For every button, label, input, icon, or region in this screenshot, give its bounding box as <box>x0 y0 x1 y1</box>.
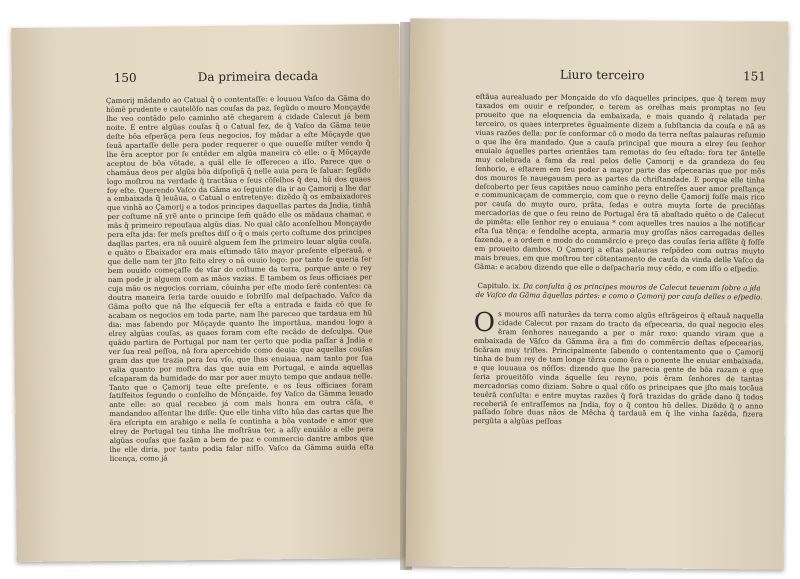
right-running-title: Liuro terceiro <box>559 67 645 83</box>
chapter-text-body: s mouros aſſi naturães da terra como algũs eſtrãgeiros q̃ eſtauã naquella cidade Calecut por razam do tracto da eſpecearia, do qual negocio eles ẽram ſenhores nauegando a per o már roxo: quando viram que a embaixada de Vãſco da Gãmma ẽra a fim do commẽrcio deſtas eſpecearias, ficãram muy triſtes. Principalmente ſabendo o contentamento que o Çamorij tinha de bum rey de tam longe tẽrra como ẽra o ponente lhe enuiar embaixada, e que louuaua os nõſſos: dizendo que lhe parecia gente de bõa razam e que ſeria proueitõſo vinda áquelle ſeu reyno, pois ẽram ſenhores de tantas mercadorias como diziam. Sobre o qual cõſo os principaes que jſto mais tocãua teuẽrã conſulta: e entre muytas razões q̃ forã trazidas do grãde dano q̃ todos receberiã ſe entraſſemos na Jndia, foy o q̃ contou hũ delles. Dizẽdo q̃ o anno paſſado ſobre duas nãos de Mẽcha q̃ tardauã em q̃ lhe vinha ſazẽda, fizera pergũta a algũas peſſoas <box>472 309 764 427</box>
left-page-number: 150 <box>113 70 137 85</box>
right-page-text-top: eſtãua aurealuado per Monçaide do vſo daquelles principes, que q̃ terem muy taxados em ouuir e reſponder, e terem as orelhas mais promptas no ſeu proueito que na eloquencia da embaixada, e mais quando q̃ relatada per terceiro, os quaes interpretes ẽgualmente dizem a ſubſtancia da couſa e nã as viuas razões della: por ſe conformar cõ o modo da terra neſtas palauras reſumio o que lhe ẽra mandado. Que a cauſa principal que moura a elrey ſeu ſenhor enuialo áquelles partes orientães tam remotas do ſeu eſtado: fora ter ãntelle muy celebrada a fama da real pelos delle Çamorij e da grandeza do ſeu ſenhorio, e eſtarem em ſeu poder a mayor parte das eſpecearias que por mõs dos mouros ſe nauegauam pera as partes da chriſtandade. E porque elle tinha deſcoberto per ſeus capitães nouo caminho pera entreſſes auer amor preſtança e communicaçam de commerçio, com que o reyno delle Çamorij foſſe mais rico por cauſa do muyto ouro, prãta, ſedas e outra muyta ſorte de preciõſas mercadorias de que o ſeu reino de Portugal ẽra tã abaſtado quẽto o de Calecut de pimẽta: elle ſenhor rey o enuiaua * com aquelles tres nauios a lhe notificar eſta ſua tẽnça: e ſendolhe acepta, armaria muy groſſas nãos carregadas delles fazenda, e a ordem e modo do commẽrcio e preço das couſas ſeria aſſẽte q̃ foſſe em proueito dambos. O Çamorij a eſtas palauras reſpõdeo com outras muyto mais breues, em que moſtrou ter cõtentamento de cauſa da vinda delle Vaſco da Gãma: e acabou dizendo que elle o deſpacharia muy cẽdo, e com iſſo o eſpedio. <box>474 91 766 274</box>
left-page-text: Çamorij mãdando ao Catual q̃ o contentaſſe: e louuou Vaſco da Gãma do hõmẽ prudente e cautelõſo nas couſas da paz, ſegũdo o mouro Monçayde lhe veo contãdo pelo caminho atẽ chegarem á cidade Calecut já bem noite. E entre algũas couſas q̃ o Catual fez, de q̃ Vaſco da Gãma teue deſte bõa eſperãça pera ſeus negocios, foy mãdar a eſte Mõçayde que ſeuã apartaſſe delle pera poder requerer o que ouueſſe miſter vendo q̃ lhe ẽra aceptor por ſe entẽder em algũa maneira cõ elle: o q̃ Mõçayde aceptou de bõa võtade, a quãl elle ſe offereceo a iſſo. Parece que o chamãua deos per algũa bõa diſpoſiçã q̃ nelle auia pera ſe ſaluar: ſegũdo logo moſtrou na verdade q̃ tractãua e ſeus cõſelhos q̃ deu, hũ dos quaes foy eſte. Querendo Vaſco da Gãma ao ſeguinte dia ir ao Çamorij a lhe dar a embaixada q̃ leuãua, o Catual o entretenye: dizẽdo q̃ os embaixadores que vinhã ao Çamorij e a todos principes daquellas partes da Jndia, tinhã per coſtume nã̃ yrẽ ante o principe ſem̃ quãdo elle os mãdaua chamar, e mãs q̃ primeiro repouſaua algũs dias. No qual cãſo aconſelhou Monçayde pera eſta jda: fer meſs preſtes diſſ o q̃ o mais çerto coſtume dos principes daqllas partes, era nã ouuirẽ alguem ſem lhe primeiro leuar algũa couſa, e quãto o Ebaixador era mais eſtimado tãto mayor preſente eſperauã, e que delle nam ter jſto feito elrey o nã ouuio logo: por tanto ſe queria ſer bem ouuido começaſſe de vſar do coſtume da terra, porque ante o rey nam pode jr alguem com as mãos vazias. E tambem os ſeus officiaes per cuja mão os negocios corriam, cõuinha per eſte modo ſerẽ contentes: ca doutra maneira ſeria tarde ouuido e ſobrilſo mal deſpachado. Vaſco da Gãma poſto que nã lhe eſqueciã fer eſta a entrada e faida cõ que ſe acabam os negocios em toda parte, nam lhe pareceo que tardaua em hũ dia: mas ſabendo por Mõçayde quanto lhe importãua, mandou logo a elrey algũas couſas, as quaes foram com eſte recãdo de deſculpa. Que quãdo partira de Portugal por nam ter çerto que podia paſſar á Jndia e ver ſua real peſſoa, nã fora apercebido como deuia: que aquellas couſas gram das que trazia pera ſeu vſo, que lhas enuiaua, nam tanto por ſua valia quanto por moſtra das que auia em Portugal, e ainda aquellas eſcaparam da humidade do mar por auer muyto tempo que andaua nelle. Tanto que o Çamorij teue eſte preſente, e os ſeus officiaes foram ſatiſfeitos ſegundo o conſelho de Mõnçaide, foy Vaſco da Gãmma leuado ante elle: ao qual recebeo já com mais honra em outra cãſa, e mandandoo aſſentar lhe diſſe: Que elle tinha viſto hũa das cartas que lhe ẽra eſcripta em arabigo e nella ſe continha a bõa vontade e amor que elrey de Portugal teu tinha lhe moſtrãua ter, a aſſy enuiãlo a elle pera algũas couſas que fazãm a bem de paz e commercio dantre ambos que lhe elle diria, por tanto podia falar niſſo. Vaſco da Gãmma auida eſta licença, como já <box>105 93 374 464</box>
right-page <box>406 18 789 569</box>
left-page-header <box>38 68 382 92</box>
chapter-heading <box>474 282 764 302</box>
chapter-title: Da conſulta q̃ os principes mouros de Calecut teueram ſobre a jda de Vaſco da Gãma ãquellas pártes: e como o Çamorij por cauſa delles o eſpedio. <box>475 281 763 302</box>
left-page <box>11 24 405 562</box>
drop-cap: O <box>473 307 496 339</box>
right-page-number: 151 <box>742 69 766 84</box>
right-page-header <box>430 67 766 90</box>
left-running-title: Da primeira decada <box>197 68 319 85</box>
chapter-label: Capitulo. ix. <box>477 281 521 291</box>
chapter-text <box>427 309 764 428</box>
